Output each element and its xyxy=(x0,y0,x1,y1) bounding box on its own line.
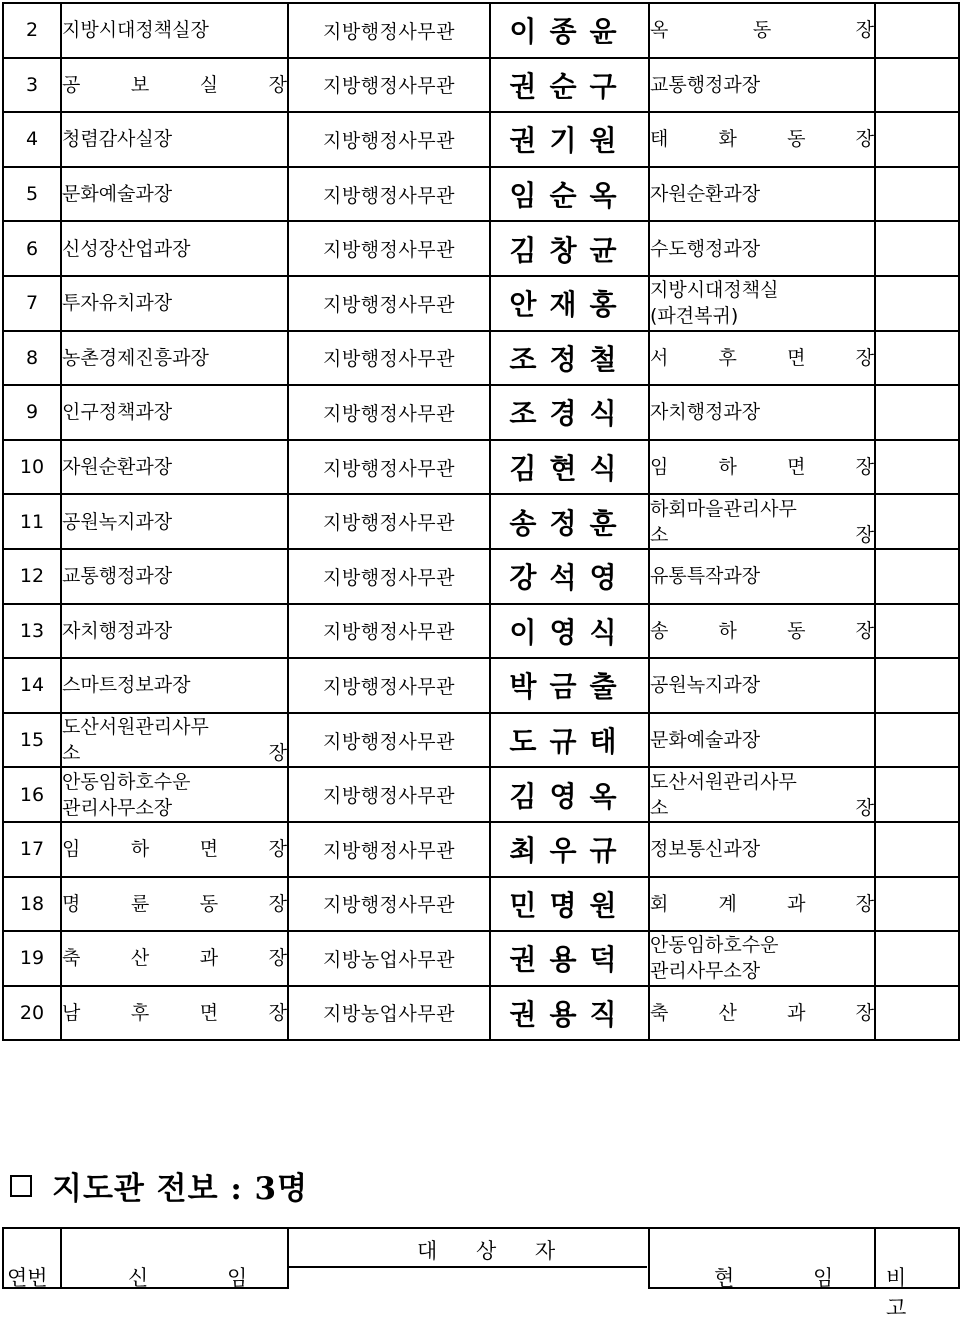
row-number: 18 xyxy=(3,877,61,932)
note xyxy=(875,112,959,167)
rows-14.position-line: 관리사무소장 xyxy=(62,796,173,819)
current-position xyxy=(649,440,875,495)
new-position xyxy=(61,276,288,331)
new-position xyxy=(61,385,288,440)
row-number: 8 xyxy=(3,331,61,386)
rank: 지방행정사무관 xyxy=(288,331,490,386)
row-number: 16 xyxy=(3,767,61,822)
rank: 지방행정사무관 xyxy=(288,276,490,331)
rows-4.position-line: 신성장산업과장 xyxy=(62,237,191,260)
header-current: 현 임 xyxy=(714,1266,870,1290)
rank: 지방행정사무관 xyxy=(288,167,490,222)
table-row xyxy=(3,331,959,386)
new-position xyxy=(61,877,288,932)
row-number: 2 xyxy=(3,3,61,58)
rows-18.position-line: 남 후 면 장 xyxy=(62,1001,287,1024)
rows-10.position-line: 교통행정과장 xyxy=(62,565,173,588)
rows-14.current-line: 소 장 xyxy=(650,796,874,819)
rank: 지방행정사무관 xyxy=(288,658,490,713)
current-position xyxy=(649,877,875,932)
note xyxy=(875,931,959,986)
person-name: 최우규 xyxy=(490,822,649,877)
rows-12.current-line: 공원녹지과장 xyxy=(650,674,761,697)
current-position xyxy=(649,549,875,604)
person-name: 권순구 xyxy=(490,58,649,113)
table-row xyxy=(3,767,959,822)
note xyxy=(875,331,959,386)
rows-2.current-line: 태 화 동 장 xyxy=(650,128,874,151)
rows-4.current-line: 수도행정과장 xyxy=(650,237,761,260)
table-row xyxy=(3,3,959,58)
rows-13.current-line: 문화예술과장 xyxy=(650,729,761,752)
person-name: 김영옥 xyxy=(490,767,649,822)
current-position xyxy=(649,221,875,276)
new-position xyxy=(61,822,288,877)
rows-7.position-line: 인구정책과장 xyxy=(62,401,173,424)
new-position xyxy=(61,331,288,386)
row-number: 17 xyxy=(3,822,61,877)
current-position xyxy=(649,713,875,768)
person-name: 조경식 xyxy=(490,385,649,440)
table-row xyxy=(3,167,959,222)
note xyxy=(875,58,959,113)
table-row xyxy=(3,494,959,549)
current-position xyxy=(649,331,875,386)
rows-17.current-line: 안동임하호수운 xyxy=(650,934,779,957)
new-position xyxy=(61,713,288,768)
rank: 지방행정사무관 xyxy=(288,713,490,768)
rank: 지방행정사무관 xyxy=(288,3,490,58)
table-row xyxy=(3,604,959,659)
row-number: 3 xyxy=(3,58,61,113)
rank: 지방행정사무관 xyxy=(288,822,490,877)
rank: 지방행정사무관 xyxy=(288,494,490,549)
rank: 지방행정사무관 xyxy=(288,385,490,440)
rows-16.position-line: 명 륜 동 장 xyxy=(62,892,287,915)
rows-0.current-line: 옥 동 장 xyxy=(650,19,874,42)
row-number: 14 xyxy=(3,658,61,713)
table-row xyxy=(3,221,959,276)
rank: 지방농업사무관 xyxy=(288,986,490,1041)
person-name: 조정철 xyxy=(490,331,649,386)
header-no: 연번 xyxy=(7,1266,48,1290)
rank: 지방행정사무관 xyxy=(288,58,490,113)
person-name: 박금출 xyxy=(490,658,649,713)
new-position xyxy=(61,167,288,222)
note xyxy=(875,221,959,276)
person-name: 권용덕 xyxy=(490,931,649,986)
new-position xyxy=(61,767,288,822)
new-position xyxy=(61,3,288,58)
rows-13.position-line: 도산서원관리사무 xyxy=(62,716,209,739)
table-row xyxy=(3,713,959,768)
rows-0.position-line: 지방시대정책실장 xyxy=(62,19,209,42)
current-position xyxy=(649,58,875,113)
person-name: 강석영 xyxy=(490,549,649,604)
new-position xyxy=(61,221,288,276)
person-name: 이영식 xyxy=(490,604,649,659)
new-position xyxy=(61,931,288,986)
note xyxy=(875,658,959,713)
person-name: 김현식 xyxy=(490,440,649,495)
person-name: 도규태 xyxy=(490,713,649,768)
person-name: 권용직 xyxy=(490,986,649,1041)
table-row xyxy=(3,58,959,113)
table-row xyxy=(3,822,959,877)
rows-12.position-line: 스마트정보과장 xyxy=(62,674,191,697)
row-number: 19 xyxy=(3,931,61,986)
row-number: 12 xyxy=(3,549,61,604)
section-title: 지도관 전보 : 3명 xyxy=(52,1171,309,1207)
rows-6.current-line: 서 후 면 장 xyxy=(650,346,874,369)
rows-17.current-line: 관리사무소장 xyxy=(650,960,761,983)
personnel-table xyxy=(2,2,960,1041)
person-name: 권기원 xyxy=(490,112,649,167)
new-position xyxy=(61,494,288,549)
current-position xyxy=(649,112,875,167)
note xyxy=(875,986,959,1041)
new-position xyxy=(61,549,288,604)
row-number: 13 xyxy=(3,604,61,659)
row-number: 6 xyxy=(3,221,61,276)
table-row xyxy=(3,549,959,604)
row-number: 4 xyxy=(3,112,61,167)
rows-6.position-line: 농촌경제진흥과장 xyxy=(62,346,209,369)
checkbox-icon xyxy=(10,1175,32,1197)
note xyxy=(875,167,959,222)
note xyxy=(875,440,959,495)
current-position xyxy=(649,604,875,659)
rows-14.position-line: 안동임하호수운 xyxy=(62,770,191,793)
person-name: 송정훈 xyxy=(490,494,649,549)
current-position xyxy=(649,986,875,1041)
current-position xyxy=(649,494,875,549)
rows-5.position-line: 투자유치과장 xyxy=(62,292,173,315)
rows-3.current-line: 자원순환과장 xyxy=(650,183,761,206)
row-number: 15 xyxy=(3,713,61,768)
new-position xyxy=(61,112,288,167)
rank: 지방행정사무관 xyxy=(288,440,490,495)
row-number: 7 xyxy=(3,276,61,331)
new-position xyxy=(61,986,288,1041)
rank: 지방행정사무관 xyxy=(288,604,490,659)
rows-11.position-line: 자치행정과장 xyxy=(62,619,173,642)
rank: 지방행정사무관 xyxy=(288,221,490,276)
section-heading xyxy=(10,1163,308,1208)
rows-3.position-line: 문화예술과장 xyxy=(62,183,173,206)
target-subheader-line xyxy=(289,1266,647,1268)
table-row xyxy=(3,931,959,986)
rows-1.position-line: 공 보 실 장 xyxy=(62,73,287,96)
current-position xyxy=(649,931,875,986)
current-position xyxy=(649,3,875,58)
person-name: 민명원 xyxy=(490,877,649,932)
rows-11.current-line: 송 하 동 장 xyxy=(650,619,874,642)
current-position xyxy=(649,767,875,822)
person-name: 임순옥 xyxy=(490,167,649,222)
rows-15.current-line: 정보통신과장 xyxy=(650,838,761,861)
table-row xyxy=(3,112,959,167)
table-row xyxy=(3,877,959,932)
note xyxy=(875,494,959,549)
table-row xyxy=(3,658,959,713)
note xyxy=(875,713,959,768)
rows-18.current-line: 축 산 과 장 xyxy=(650,1001,874,1024)
note xyxy=(875,276,959,331)
note xyxy=(875,822,959,877)
person-name: 안재홍 xyxy=(490,276,649,331)
header-position: 신 임 xyxy=(128,1266,284,1290)
rows-8.current-line: 임 하 면 장 xyxy=(650,456,874,479)
rows-15.position-line: 임 하 면 장 xyxy=(62,838,287,861)
table-row xyxy=(3,986,959,1041)
current-position xyxy=(649,385,875,440)
note xyxy=(875,767,959,822)
row-number: 11 xyxy=(3,494,61,549)
current-position xyxy=(649,167,875,222)
table-row xyxy=(3,440,959,495)
note xyxy=(875,549,959,604)
rows-9.current-line: 하회마을관리사무 xyxy=(650,497,797,520)
rank: 지방행정사무관 xyxy=(288,112,490,167)
header-note: 비 고 xyxy=(886,1266,921,1320)
note xyxy=(875,3,959,58)
row-number: 10 xyxy=(3,440,61,495)
row-number: 20 xyxy=(3,986,61,1041)
rows-5.current-line: 지방시대정책실 xyxy=(650,279,779,302)
new-position xyxy=(61,58,288,113)
rows-7.current-line: 자치행정과장 xyxy=(650,401,761,424)
note xyxy=(875,877,959,932)
rows-5.current-line: (파견복귀) xyxy=(650,305,739,328)
table-row xyxy=(3,276,959,331)
rows-16.current-line: 회 계 과 장 xyxy=(650,892,874,915)
note xyxy=(875,604,959,659)
rows-1.current-line: 교통행정과장 xyxy=(650,73,761,96)
header-target: 대 상 자 xyxy=(417,1239,572,1263)
new-position xyxy=(61,658,288,713)
current-position xyxy=(649,822,875,877)
rows-13.position-line: 소 장 xyxy=(62,742,287,765)
rows-9.position-line: 공원녹지과장 xyxy=(62,510,173,533)
new-position xyxy=(61,440,288,495)
rows-8.position-line: 자원순환과장 xyxy=(62,456,173,479)
rows-10.current-line: 유통특작과장 xyxy=(650,565,761,588)
person-name: 이종윤 xyxy=(490,3,649,58)
rows-9.current-line: 소 장 xyxy=(650,523,874,546)
rows-2.position-line: 청렴감사실장 xyxy=(62,128,173,151)
current-position xyxy=(649,276,875,331)
rank: 지방농업사무관 xyxy=(288,931,490,986)
row-number: 9 xyxy=(3,385,61,440)
current-position xyxy=(649,658,875,713)
rank: 지방행정사무관 xyxy=(288,549,490,604)
new-position xyxy=(61,604,288,659)
person-name: 김창균 xyxy=(490,221,649,276)
row-number: 5 xyxy=(3,167,61,222)
rows-17.position-line: 축 산 과 장 xyxy=(62,947,287,970)
note xyxy=(875,385,959,440)
rank: 지방행정사무관 xyxy=(288,767,490,822)
rows-14.current-line: 도산서원관리사무 xyxy=(650,770,797,793)
rank: 지방행정사무관 xyxy=(288,877,490,932)
table-row xyxy=(3,385,959,440)
